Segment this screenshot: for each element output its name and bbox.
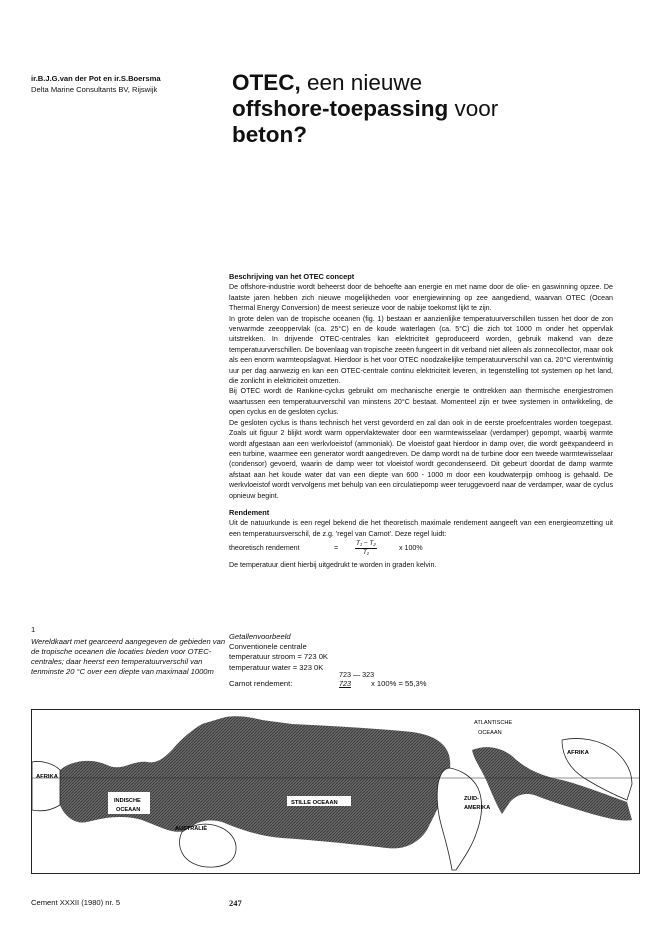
calculation-example [229,632,613,695]
figure-number: 1 [31,625,36,634]
carnot-calculation [229,669,613,695]
formula-numerator: T₁ − T₂ [356,540,376,548]
world-map [31,709,640,874]
paragraph: De offshore-industrie wordt beheerst door de behoefte aan energie en met name door de olie- en gaswinning opzee. De laatste jaren hebben zich nieuwe mogelijkheden voor energiewinning op zee aangediend, waarvan OTEC (Ocean Thermal Energy Conversion) de meest serieuze voor de nabije toekomst lijkt te zijn. [229,283,613,313]
formula-label: theoretisch rendement [229,544,300,553]
title-part: offshore-toepassing [232,96,449,121]
carnot-formula [229,540,613,558]
formula-equals: = [334,544,339,553]
calc-denominator: 723 [339,678,351,688]
page-number: 247 [229,898,242,908]
paragraph: Bij OTEC wordt de Rankine-cyclus gebruikt om mechanische energie te onttrekken aan thermische energiestromen waartussen een temperatuurverschil van minstens 20°C bestaat. Momenteel zijn er twee systemen in ontwikkeling, de open cyclus en de gesloten cyclus. [229,387,613,417]
label-south-america: ZUID- [464,796,479,802]
label-south-america: AMERIKA [464,805,491,811]
section-heading: Beschrijving van het OTEC concept [229,272,355,281]
calc-numerator: 723 — 323 [339,669,375,679]
article-body [229,272,613,571]
label-pacific: STILLE OCEAAN [291,800,338,806]
formula-tail: x 100% [399,544,423,553]
calc-label: Carnot rendement: [229,678,293,688]
label-atlantic: ATLANTISCHE [474,720,513,726]
paragraph: De temperatuur dient hierbij uitgedrukt te worden in graden kelvin. [229,561,437,570]
calc-result: x 100% = 55,3% [371,678,427,688]
author-names: ir.B.J.G.van der Pot en ir.S.Boersma [31,74,161,83]
section-heading: Rendement [229,507,270,517]
title-part: een nieuwe [300,70,423,95]
example-heading: Getallenvoorbeeld [229,632,291,641]
label-australia: AUSTRALIË [175,826,208,832]
title-part: beton? [232,122,307,147]
journal-footer: Cement XXXII (1980) nr. 5 [31,898,121,907]
author-block [31,73,221,95]
article-title [232,70,632,148]
label-africa-west: AFRIKA [36,774,58,780]
example-line: temperatuur water = 323 0K [229,662,324,672]
label-atlantic: OCEAAN [478,730,502,736]
title-part: OTEC, [232,70,301,95]
author-affiliation: Delta Marine Consultants BV, Rijswijk [31,85,158,94]
paragraph: In grote delen van de tropische oceanen (fig. 1) bestaan er aanzienlijke temperatuurverschillen tussen het door de zon verwarmde zeeoppervlak (ca. 25°C) en de koude waterlagen (ca. 5°C) die zich tot 1000 m onder het oppervlak uitstrekken. In drijvende OTEC-centrales kan elektriciteit geproduceerd worden, gebruik makend van deze temperatuurverschillen. De bovenlaag van tropische zeeën fungeert in dit verband niet alleen als zonnecollector, maar ook als een enorm warmteopslagvat. Hierdoor is het voor OTEC noodzakelijke temperatuurverschil van ca. 20°C vierentwintig uur per dag aanwezig en kan een OTEC-centrale continu elektriciteit leveren, in tegenstelling tot systemen op het land, die zonlicht in elektriciteit omzetten. [229,314,613,386]
label-indian: INDISCHE [114,798,141,804]
title-part: voor [448,96,499,121]
label-indian: OCEAAN [116,807,141,813]
paragraph: De gesloten cyclus is thans technisch het verst gevorderd en zal dan ook in de eerste proefcentrales worden toegepast. Zoals uit figuur 2 blijkt wordt warm oppervlaktewater door een warmtewisselaar (verdamper) gepompt, waarbij warmte wordt afgestaan aan een werkvloeistof (ammoniak). De vloeistof gaat hierdoor in damp over, die wordt geëxpandeerd in een turbine, waarmee een generator wordt aangedreven. De damp wordt na de turbine door een tweede warmtewisselaar (condensor) gevoerd, waarin de damp weer tot vloeistof wordt gecondenseerd. Dit gebeurt doordat de damp warmte afstaat aan het koude water dat van een diepte van 600 - 1000 m door een koudwaterpijp omhoog is gehaald. De werkvloeistof wordt vervolgens met behulp van een circulatiepomp weer teruggevoerd naar de verdamper, waar de cyclus opnieuw begint. [229,418,613,500]
caption-text: Wereldkaart met gearceerd aangegeven de gebieden van de tropische oceanen die locaties bieden voor OTEC-centrales; daar heerst een temperatuurverschil van tenminste 20 °C over een diepte van maximaal 1000m [31,637,226,676]
example-line: Conventionele centrale [229,642,307,652]
formula-denominator: T₁ [362,549,369,557]
world-map-svg [32,710,639,873]
africa-west-land [32,761,60,810]
label-africa-east: AFRIKA [567,750,589,756]
example-line: temperatuur stroom = 723 0K [229,652,328,662]
figure-caption [31,625,226,677]
paragraph: Uit de natuurkunde is een regel bekend die het theoretisch maximale rendement aangeeft van een energieomzetting uit een temperatuursverschil, de z.g. 'regel van Carnot'. Deze regel luidt: [229,519,613,538]
formula-fraction [355,540,377,557]
